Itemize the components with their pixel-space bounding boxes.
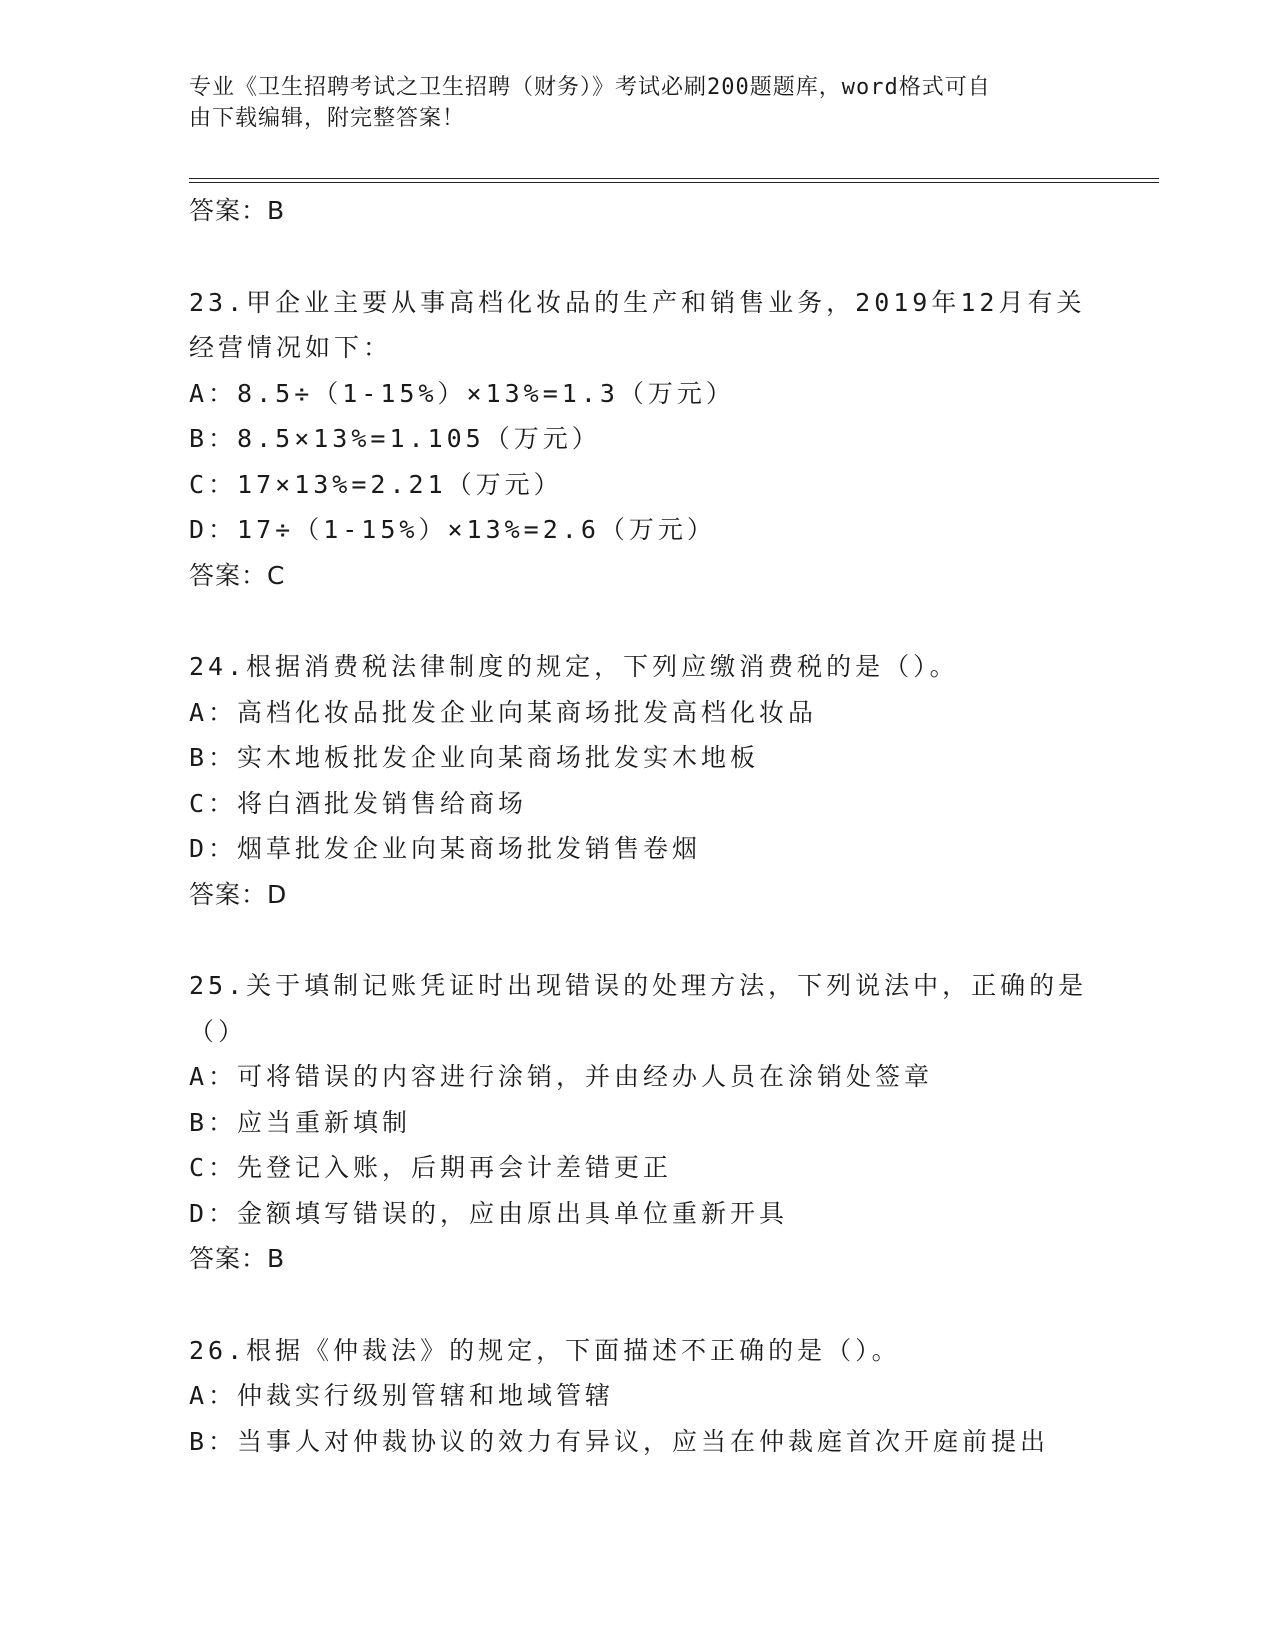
question-25 <box>189 963 1109 1282</box>
option-c: C：先登记入账，后期再会计差错更正 <box>189 1153 673 1182</box>
question-23-text-1: 23.甲企业主要从事高档化妆品的生产和销售业务，2019年12月有关 <box>189 287 1086 317</box>
option-d: D：金额填写错误的，应由原出具单位重新开具 <box>189 1198 789 1228</box>
option-c: C：17×13%=2.21（万元） <box>189 469 563 499</box>
question-24-text: 24.根据消费税法律制度的规定，下列应缴消费税的是（）。 <box>189 652 959 681</box>
option-b: B：实木地板批发企业向某商场批发实木地板 <box>189 743 760 772</box>
option-c: C：将白酒批发销售给商场 <box>189 788 528 818</box>
answer-24: 答案：D <box>189 879 288 909</box>
answer-25: 答案：B <box>189 1244 286 1273</box>
question-25-text-2: （） <box>189 1016 248 1046</box>
option-a: A：可将错误的内容进行涂销，并由经办人员在涂销处签章 <box>189 1062 934 1091</box>
option-a: A：8.5÷（1-15%）×13%=1.3（万元） <box>189 378 735 408</box>
spacer <box>189 917 1109 963</box>
option-d: D：烟草批发企业向某商场批发销售卷烟 <box>189 834 702 863</box>
header-line-2: 由下载编辑，附完整答案！ <box>189 106 466 131</box>
header-divider <box>189 178 1159 183</box>
question-26-text: 26.根据《仲裁法》的规定，下面描述不正确的是（）。 <box>189 1335 901 1365</box>
question-24 <box>189 644 1109 917</box>
spacer <box>189 1282 1109 1328</box>
question-26 <box>189 1328 1109 1465</box>
spacer <box>189 598 1109 644</box>
option-b: B：当事人对仲裁协议的效力有异议，应当在仲裁庭首次开庭前提出 <box>189 1426 1050 1456</box>
option-a: A：高档化妆品批发企业向某商场批发高档化妆品 <box>189 697 818 727</box>
header-line-1: 专业《卫生招聘考试之卫生招聘（财务）》考试必刷200题题库，word格式可自 <box>189 75 991 100</box>
document-header <box>189 72 1079 134</box>
question-25-text-1: 25.关于填制记账凭证时出现错误的处理方法，下列说法中，正确的是 <box>189 971 1088 1000</box>
question-23-text-2: 经营情况如下： <box>189 333 393 362</box>
option-b: B：应当重新填制 <box>189 1107 412 1137</box>
question-23 <box>189 280 1109 599</box>
spacer <box>189 234 1109 280</box>
question-list <box>189 188 1109 1464</box>
option-b: B：8.5×13%=1.105（万元） <box>189 424 601 453</box>
answer-22: 答案：B <box>189 196 286 225</box>
answer-23: 答案：C <box>189 560 286 590</box>
option-d: D：17÷（1-15%）×13%=2.6（万元） <box>189 515 716 544</box>
option-a: A：仲裁实行级别管辖和地域管辖 <box>189 1381 615 1410</box>
